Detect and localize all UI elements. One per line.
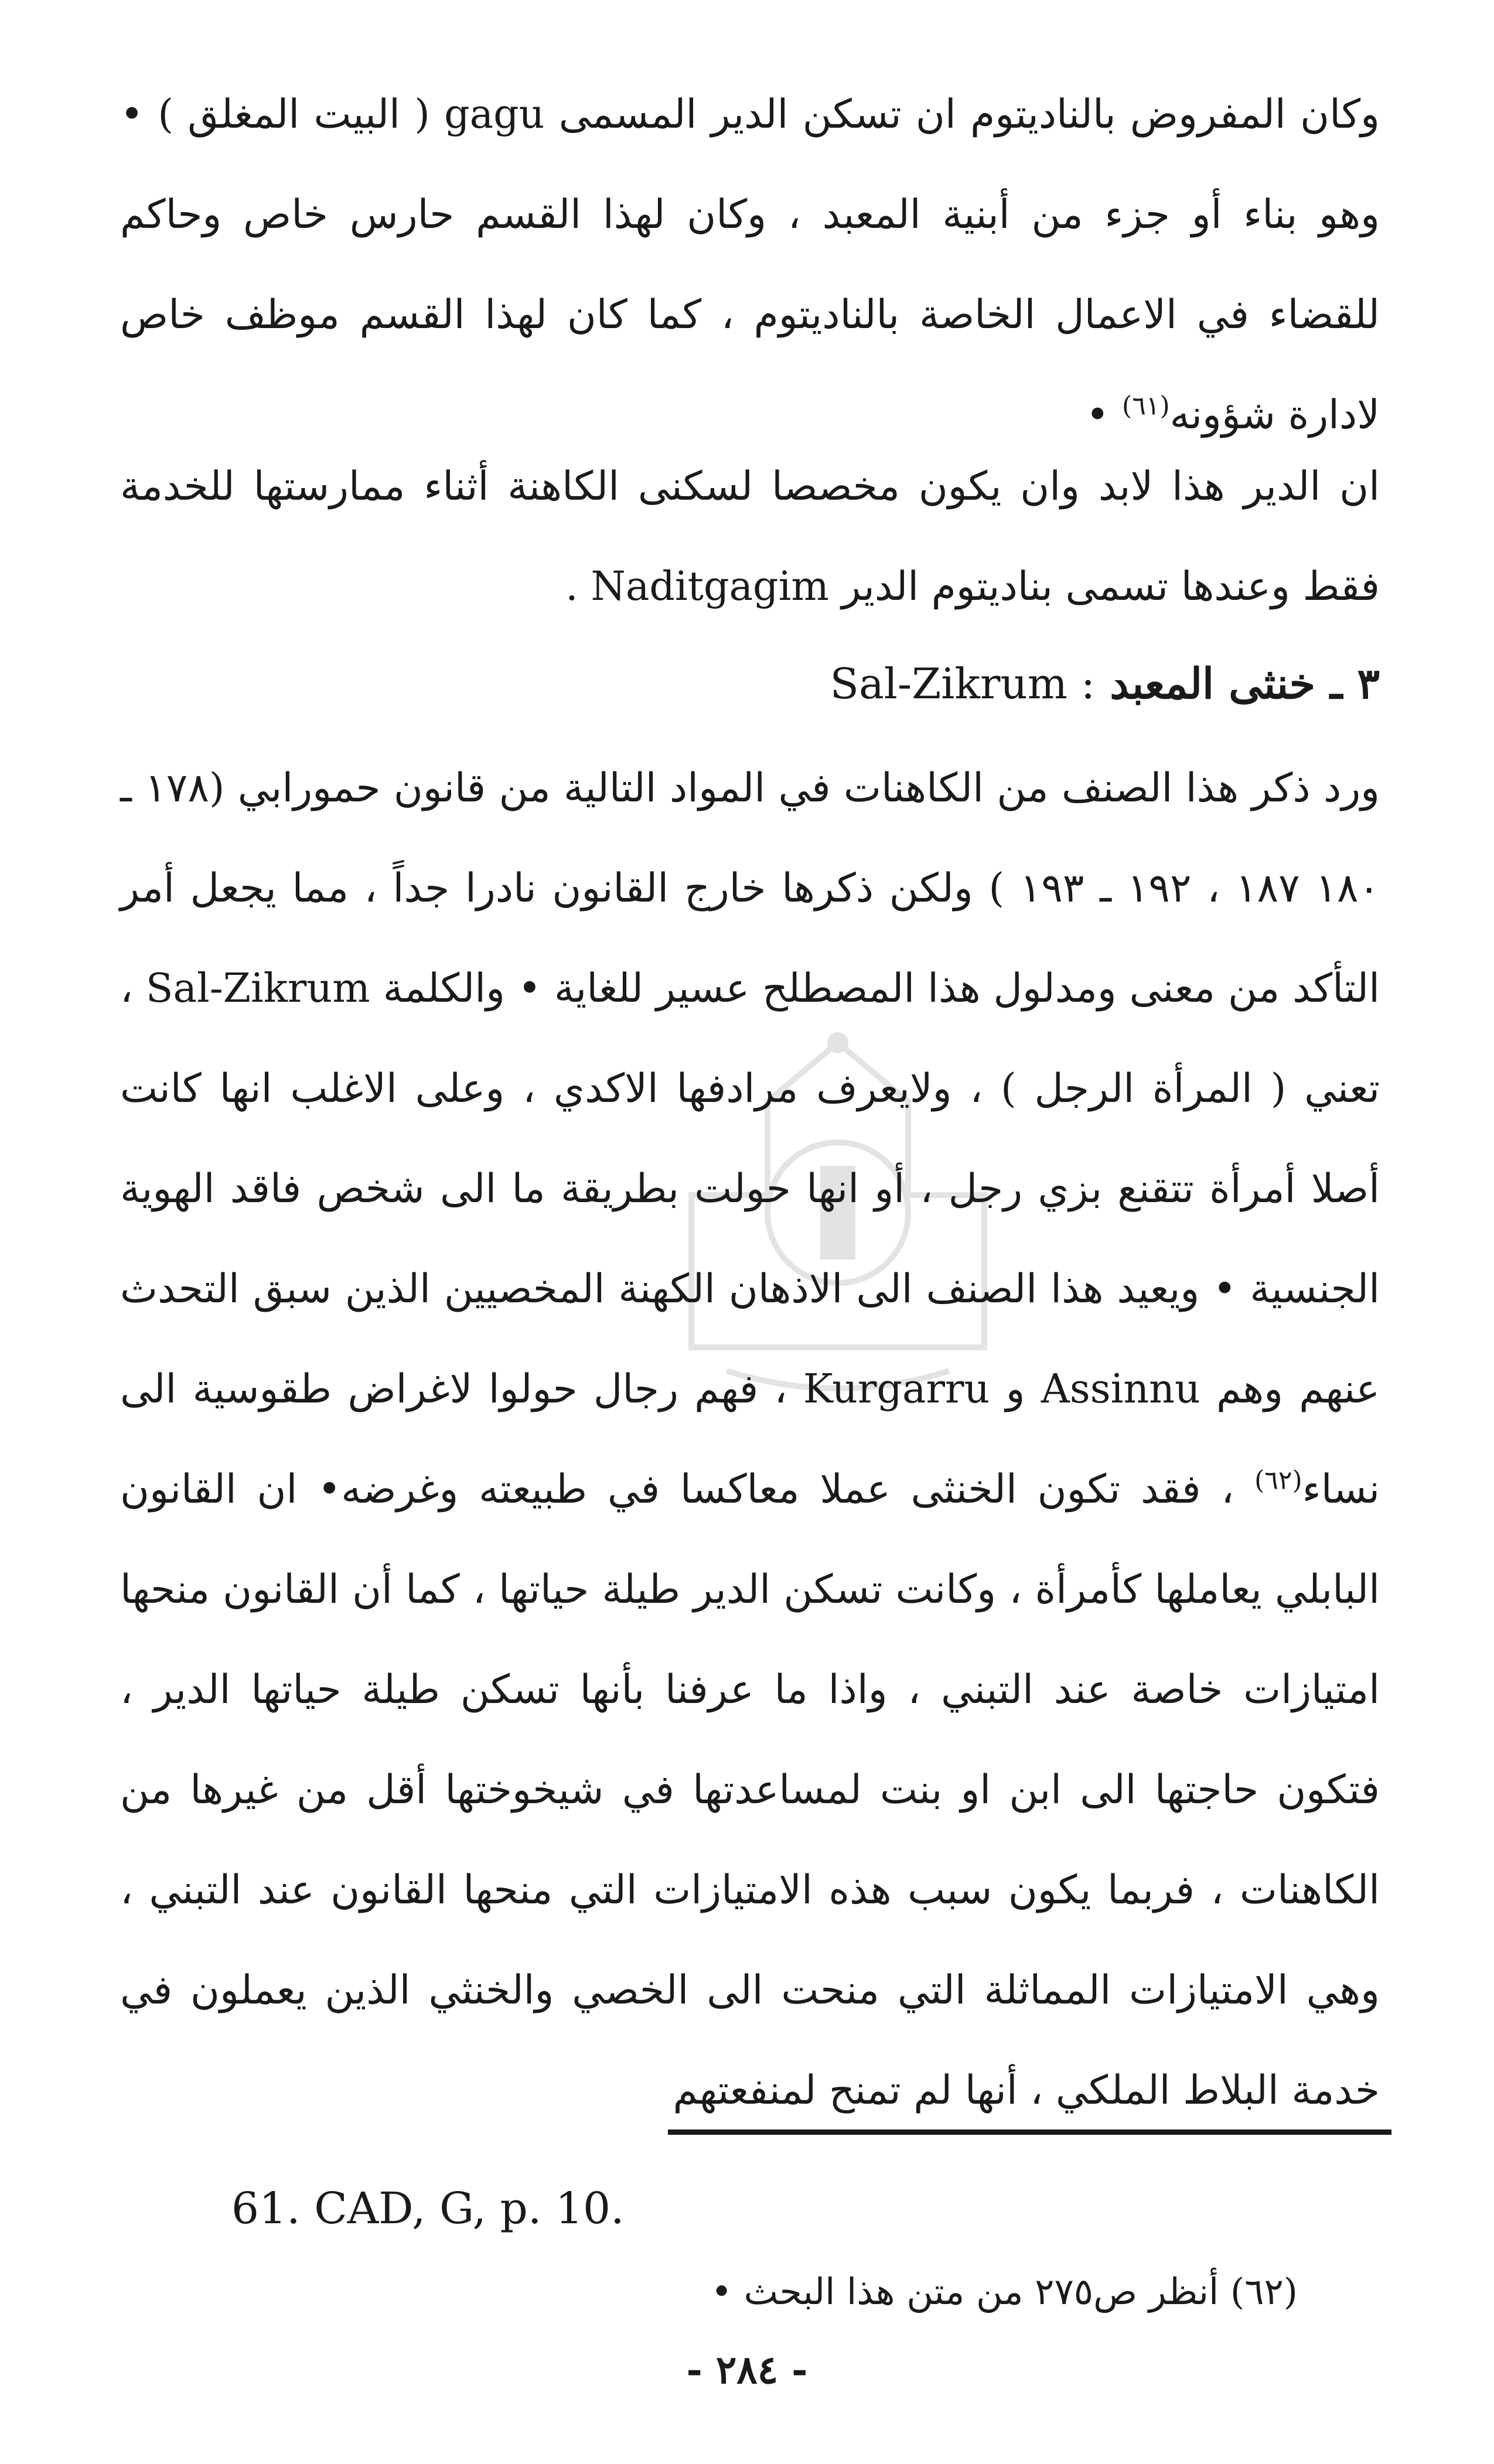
- section-heading-arabic: ٣ ـ خنثى المعبد: [1110, 658, 1380, 708]
- paragraph-2-text: ان الدير هذا لابد وان يكون مخصصا لسكنى الكاهنة أثناء ممارستها للخدمة فقط وعندها تسمى بناديتوم الدير Naditgagim .: [120, 463, 1380, 610]
- paragraph-gagu-cloister: [120, 64, 1380, 465]
- paragraph-1-text: وكان المفروض بالناديتوم ان تسكن الدير المسمى gagu ( البيت المغلق ) • وهو بناء أو جزء من أبنية المعبد ، وكان لهذا القسم حارس خاص وحاكم للقضاء في الاعمال الخاصة بالناديتوم ، كما كان لهذا القسم موظف خاص لادارة شؤونه: [120, 91, 1380, 438]
- footnote-ref-62: (٦٢): [1254, 1465, 1302, 1496]
- paragraph-3-text-a: ورد ذكر هذا الصنف من الكاهنات في المواد التالية من قانون حمورابي (١٧٨ ـ ١٨٠ ١٨٧ ، ١٩٢ ـ ١٩٣ ) ولكن ذكرها خارج القانون نادرا جداً ، مما يجعل أمر التأكد من معنى ومدلول هذا المصطلح عسير للغاية • والكلمة Sal-Zikrum ، تعني ( المرأة الرجل ) ، ولايعرف مرادفها الاكدي ، وعلى الاغلب انها كانت أصلا أمرأة تتقنع بزي رجل ، أو انها حولت بطريقة ما الى شخص فاقد الهوية الجنسية • ويعيد هذا الصنف الى الاذهان الكهنة المخصيين الذين سبق التحدث عنهم وهم Assinnu و Kurgarru ، فهم رجال حولوا لاغراض طقوسية الى نساء: [120, 765, 1380, 1513]
- footnote-ref-61: (٦١): [1122, 391, 1170, 421]
- footnote-61: 61. CAD, G, p. 10.: [231, 2183, 625, 2234]
- paragraph-sal-zikrum: [120, 738, 1380, 2141]
- paragraph-1-end: •: [1086, 392, 1123, 438]
- section-heading-latin: Sal-Zikrum :: [830, 659, 1096, 708]
- footnote-62: (٦٢) أنظر ص٢٧٥ من متن هذا البحث •: [711, 2270, 1298, 2313]
- paragraph-3-text-b: ، فقد تكون الخنثى عملا معاكسا في طبيعته وغرضه• ان القانون البابلي يعاملها كأمرأة ، وكانت تسكن الدير طيلة حياتها ، كما أن القانون منحها امتيازات خاصة عند التبني ، واذا ما عرفنا بأنها تسكن طيلة حياتها الدير ، فتكون حاجتها الى ابن او بنت لمساعدتها في شيخوختها أقل من غيرها من الكاهنات ، فربما يكون سبب هذه الامتيازات التي منحها القانون عند التبني ، وهي الامتيازات المماثلة التي منحت الى الخصي والخنثي الذين يعملون في خدمة البلاط الملكي ، أنها لم تمنح لمنفعتهم: [120, 1466, 1380, 2114]
- paragraph-naditgagim: [120, 436, 1380, 637]
- page-number: - ٢٨٤ -: [686, 2347, 808, 2393]
- section-heading: [120, 640, 1380, 728]
- footnote-separator-rule: [668, 2129, 1391, 2135]
